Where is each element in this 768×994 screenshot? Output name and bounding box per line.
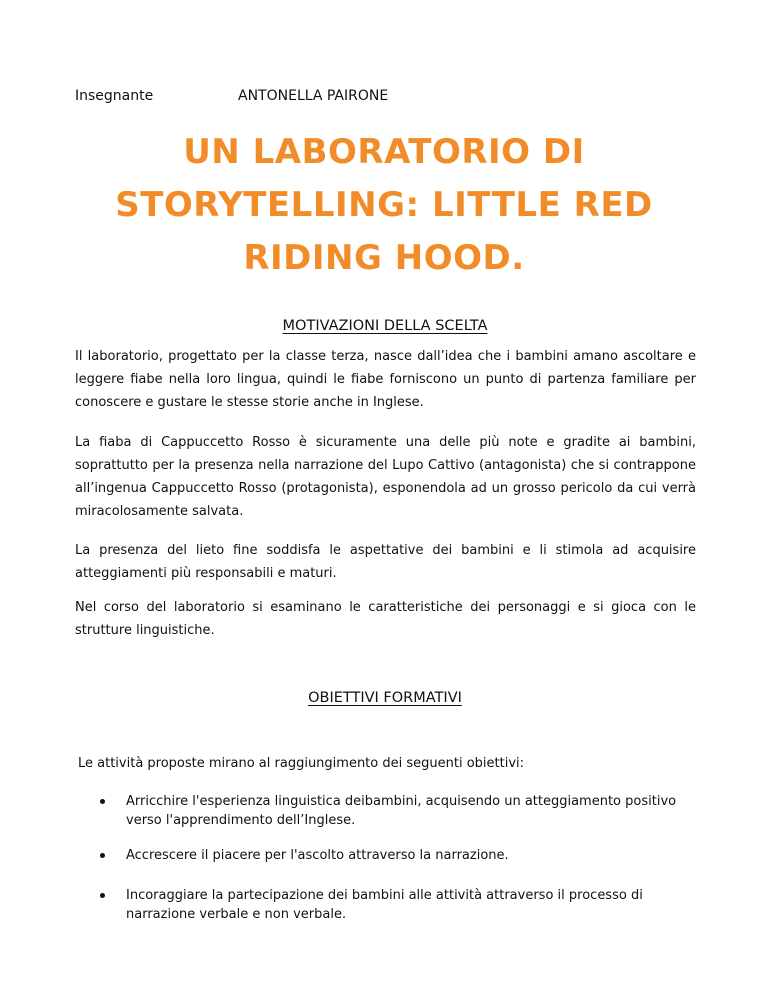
- title-line-3: RIDING HOOD.: [243, 238, 525, 278]
- teacher-label: Insegnante: [75, 88, 154, 104]
- bullet-icon: [100, 853, 105, 858]
- list-item-text: Accrescere il piacere per l'ascolto attraverso la narrazione.: [126, 848, 509, 863]
- list-item-text: Arricchire l'esperienza linguistica deibambini, acquisendo un atteggiamento positivo verso l'apprendimento dell’Inglese.: [126, 794, 677, 828]
- objectives-intro: Le attività proposte mirano al raggiungimento dei seguenti obiettivi:: [78, 756, 525, 771]
- bullet-icon: [100, 799, 105, 804]
- bullet-icon: [100, 893, 105, 898]
- paragraph-1: Il laboratorio, progettato per la classe terza, nasce dall’idea che i bambini amano ascoltare e leggere fiabe nella loro lingua, quindi le fiabe forniscono un punto di partenza familiare per conoscere e gustare le stesse storie anche in Inglese.: [75, 349, 696, 410]
- paragraph-2: La fiaba di Cappuccetto Rosso è sicuramente una delle più note e gradite ai bambini, soprattutto per la presenza nella narrazione del Lupo Cattivo (antagonista) che si contrappone all’ingenua Cappuccetto Rosso (protagonista), esponendola ad un grosso pericolo da cui verrà miracolosamente salvata.: [75, 435, 696, 519]
- list-item: [96, 886, 706, 924]
- title-line-1: UN LABORATORIO DI: [183, 132, 585, 172]
- section-heading-obiettivi: OBIETTIVI FORMATIVI: [308, 690, 462, 706]
- title-line-2: STORYTELLING: LITTLE RED: [115, 185, 653, 225]
- section-heading-motivazioni: MOTIVAZIONI DELLA SCELTA: [282, 318, 488, 334]
- list-item-text: Incoraggiare la partecipazione dei bambini alle attività attraverso il processo di narrazione verbale e non verbale.: [126, 888, 643, 922]
- paragraph-3: La presenza del lieto fine soddisfa le aspettative dei bambini e li stimola ad acquisire atteggiamenti più responsabili e maturi.: [75, 543, 696, 581]
- objectives-list: [96, 792, 706, 830]
- author-name: ANTONELLA PAIRONE: [238, 88, 389, 104]
- objectives-list-2: [96, 846, 706, 865]
- list-item: [96, 792, 706, 830]
- objectives-list-3: [96, 886, 706, 924]
- list-item: [96, 846, 706, 865]
- paragraph-4: Nel corso del laboratorio si esaminano le caratteristiche dei personaggi e si gioca con le strutture linguistiche.: [75, 600, 696, 638]
- document-title: [60, 126, 708, 285]
